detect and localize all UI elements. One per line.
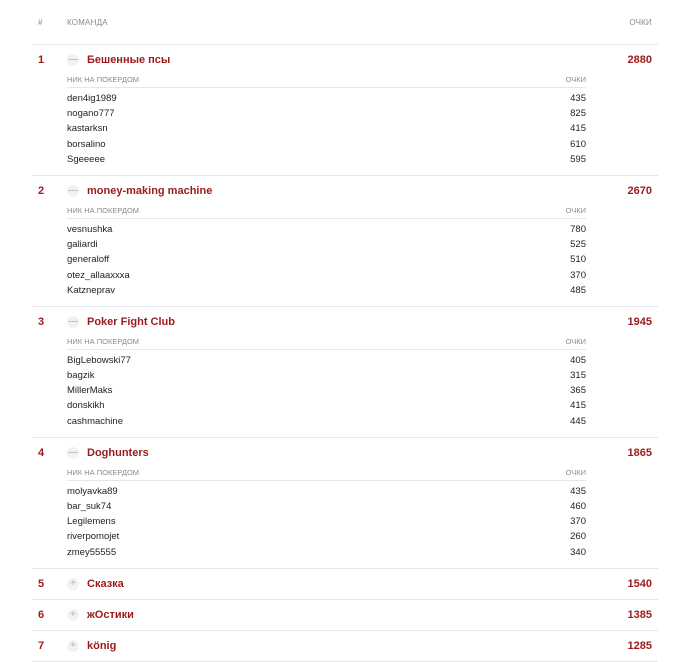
- player-points-column-header: ОЧКИ: [565, 336, 586, 346]
- team-rank: 1: [38, 54, 45, 66]
- team-name: money-making machine: [87, 184, 213, 197]
- team-row[interactable]: [32, 307, 658, 337]
- player-nick: donskikh: [67, 400, 105, 412]
- team-score: 1865: [627, 446, 652, 459]
- team-block: [32, 631, 658, 662]
- players-table: [67, 206, 586, 306]
- player-row: [67, 353, 586, 368]
- player-row: [67, 91, 586, 106]
- rank-column-header: #: [38, 17, 43, 27]
- plus-icon[interactable]: +: [67, 640, 79, 652]
- player-points: 340: [570, 546, 586, 558]
- minus-icon[interactable]: —: [68, 184, 78, 196]
- player-nick: kastarksn: [67, 123, 108, 135]
- player-nick: Sgeeeee: [67, 153, 106, 165]
- minus-icon[interactable]: —: [68, 446, 78, 458]
- player-row: [67, 398, 586, 413]
- player-nick: borsalino: [67, 138, 106, 150]
- player-points: 595: [570, 153, 586, 165]
- player-points-column-header: ОЧКИ: [565, 75, 586, 84]
- players-table: [67, 468, 586, 568]
- team-block: [32, 45, 658, 176]
- player-row: [67, 383, 586, 398]
- team-block: [32, 569, 658, 600]
- team-column-header: КОМАНДА: [67, 17, 108, 27]
- player-points: 260: [570, 531, 586, 543]
- player-row: [67, 121, 586, 136]
- player-points: 315: [570, 370, 586, 382]
- player-row: [67, 484, 586, 499]
- team-score: 2880: [627, 54, 652, 66]
- player-row: [67, 499, 586, 514]
- plus-icon[interactable]: +: [67, 609, 79, 621]
- minus-icon[interactable]: —: [68, 54, 78, 65]
- team-score: 1945: [627, 315, 652, 328]
- player-nick: MillerMaks: [67, 385, 113, 397]
- player-points: 460: [570, 501, 586, 512]
- player-points: 445: [570, 415, 586, 427]
- team-rank: 5: [38, 577, 45, 590]
- team-row[interactable]: [32, 438, 658, 468]
- team-row[interactable]: [32, 176, 658, 206]
- player-points: 370: [570, 269, 586, 281]
- minus-icon[interactable]: —: [68, 315, 78, 327]
- player-row: [67, 252, 586, 267]
- team-rank: 6: [38, 608, 45, 621]
- player-row: [67, 106, 586, 121]
- player-points: 365: [570, 385, 586, 397]
- team-name: Бешенные псы: [87, 54, 171, 66]
- nick-column-header: НИК НА ПОКЕРДОМ: [67, 336, 140, 346]
- plus-icon[interactable]: +: [67, 578, 79, 590]
- team-score: 1385: [627, 608, 652, 621]
- player-nick: nogano777: [67, 108, 115, 120]
- player-points: 825: [570, 108, 586, 120]
- players-table: [67, 337, 586, 437]
- player-points: 510: [570, 254, 586, 266]
- players-table: [67, 75, 586, 175]
- points-column-header: ОЧКИ: [629, 17, 652, 27]
- player-nick: zmey55555: [67, 546, 117, 558]
- player-points: 415: [570, 400, 586, 412]
- team-rank: 3: [38, 315, 45, 328]
- player-nick: otez_allaaxxxa: [67, 269, 130, 281]
- player-nick: vesnushka: [67, 223, 113, 235]
- player-points: 525: [570, 239, 586, 251]
- team-row[interactable]: [32, 600, 658, 630]
- standings-table: [32, 0, 658, 662]
- player-points: 370: [570, 516, 586, 528]
- team-block: [32, 438, 658, 569]
- player-row: [67, 545, 586, 560]
- team-name: Doghunters: [87, 446, 149, 459]
- player-row: [67, 283, 586, 298]
- player-points: 415: [570, 123, 586, 135]
- player-nick: BigLebowski77: [67, 354, 131, 366]
- team-name: Сказка: [87, 577, 124, 590]
- team-row[interactable]: [32, 569, 658, 599]
- table-header: [32, 0, 658, 45]
- players-header: [67, 337, 586, 350]
- player-nick: Katzneprav: [67, 284, 116, 296]
- player-row: [67, 152, 586, 167]
- player-nick: galiardi: [67, 239, 98, 251]
- player-nick: den4ig1989: [67, 93, 117, 104]
- team-name: жОстики: [87, 608, 134, 621]
- team-name: Poker Fight Club: [87, 315, 175, 328]
- player-row: [67, 368, 586, 383]
- players-header: [67, 206, 586, 219]
- team-block: [32, 600, 658, 631]
- team-row[interactable]: [32, 45, 658, 75]
- player-nick: cashmachine: [67, 415, 123, 427]
- team-rank: 7: [38, 639, 45, 652]
- team-rank: 2: [38, 184, 45, 197]
- team-score: 1285: [627, 639, 652, 652]
- team-list: [32, 45, 658, 662]
- player-row: [67, 222, 586, 237]
- player-points: 405: [570, 354, 586, 366]
- player-points: 610: [570, 138, 586, 150]
- player-row: [67, 414, 586, 429]
- team-block: [32, 176, 658, 307]
- player-points: 435: [570, 485, 586, 497]
- player-row: [67, 137, 586, 152]
- player-row: [67, 529, 586, 544]
- team-block: [32, 307, 658, 438]
- player-points-column-header: ОЧКИ: [565, 205, 586, 215]
- nick-column-header: НИК НА ПОКЕРДОМ: [67, 75, 140, 84]
- player-points-column-header: ОЧКИ: [565, 467, 586, 477]
- player-nick: bagzik: [67, 370, 95, 382]
- player-nick: generaloff: [67, 254, 110, 266]
- player-row: [67, 514, 586, 529]
- nick-column-header: НИК НА ПОКЕРДОМ: [67, 467, 140, 477]
- team-score: 2670: [627, 184, 652, 197]
- players-header: [67, 75, 586, 88]
- player-points: 485: [570, 284, 586, 296]
- team-rank: 4: [38, 446, 45, 459]
- player-points: 780: [570, 223, 586, 235]
- player-row: [67, 268, 586, 283]
- team-name: könig: [87, 639, 117, 652]
- player-nick: riverpomojet: [67, 531, 120, 543]
- player-points: 435: [570, 93, 586, 104]
- nick-column-header: НИК НА ПОКЕРДОМ: [67, 205, 140, 215]
- players-header: [67, 468, 586, 481]
- player-row: [67, 237, 586, 252]
- team-score: 1540: [627, 577, 652, 590]
- player-nick: Legilemens: [67, 516, 116, 528]
- player-nick: molyavka89: [67, 485, 118, 497]
- player-nick: bar_suk74: [67, 501, 112, 512]
